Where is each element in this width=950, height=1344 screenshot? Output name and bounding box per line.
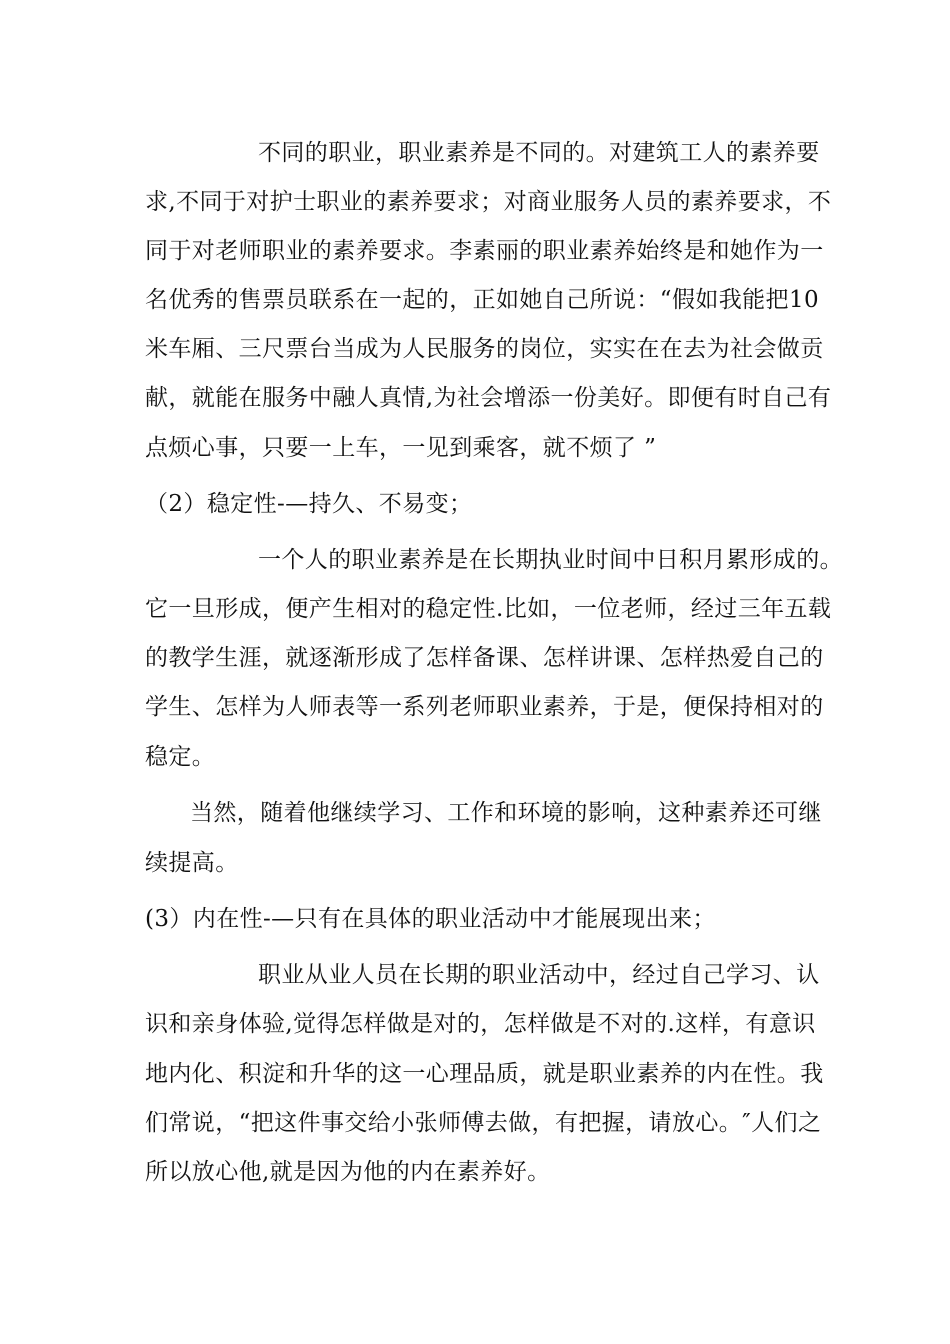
paragraph-2-line-2: 它一旦形成，便产生相对的稳定性.比如，一位老师，经过三年五载 — [145, 596, 832, 622]
paragraph-4-line-4: 们常说，“把这件事交给小张师傅去做，有把握，请放心。″人们之 — [145, 1110, 822, 1136]
paragraph-1-line-3: 同于对老师职业的素养要求。李素丽的职业素养始终是和她作为一 — [145, 238, 824, 264]
section-heading-intrinsic: (3）内在性-—只有在具体的职业活动中才能展现出来； — [145, 906, 716, 932]
paragraph-2-line-3: 的教学生涯，就逐渐形成了怎样备课、怎样讲课、怎样热爱自己的 — [145, 645, 824, 671]
paragraph-4-line-1: 职业从业人员在长期的职业活动中，经过自己学习、认 — [258, 962, 820, 988]
paragraph-2-line-4: 学生、怎样为人师表等一系列老师职业素养，于是，便保持相对的 — [145, 694, 824, 720]
paragraph-2-line-5: 稳定。 — [145, 744, 216, 770]
paragraph-1-line-7: 点烦心事，只要一上车，一见到乘客，就不烦了 ” — [145, 435, 657, 461]
paragraph-4-line-3: 地内化、积淀和升华的这一心理品质，就是职业素养的内在性。我 — [145, 1061, 824, 1087]
paragraph-1-line-5: 米车厢、三尺票台当成为人民服务的岗位，实实在在去为社会做贡 — [145, 336, 824, 362]
paragraph-4-line-2: 识和亲身体验,觉得怎样做是对的，怎样做是不对的.这样，有意识 — [145, 1011, 816, 1037]
paragraph-2-line-1: 一个人的职业素养是在长期执业时间中日积月累形成的。 — [258, 547, 843, 573]
paragraph-3-line-1: 当然，随着他继续学习、工作和环境的影响，这种素养还可继 — [190, 800, 822, 826]
paragraph-1-line-4: 名优秀的售票员联系在一起的，正如她自己所说：“假如我能把10 — [145, 287, 820, 313]
paragraph-1-line-1: 不同的职业，职业素养是不同的。对建筑工人的素养要 — [258, 140, 820, 166]
paragraph-1-line-6: 献，就能在服务中融人真情,为社会增添一份美好。即便有时自己有 — [145, 385, 832, 411]
paragraph-4-line-5: 所以放心他,就是因为他的内在素养好。 — [145, 1159, 551, 1185]
paragraph-1-line-2: 求,不同于对护士职业的素养要求；对商业服务人员的素养要求，不 — [145, 189, 832, 215]
paragraph-3-line-2: 续提高。 — [145, 850, 239, 876]
section-heading-stability: （2）稳定性-—持久、不易变； — [145, 491, 473, 517]
